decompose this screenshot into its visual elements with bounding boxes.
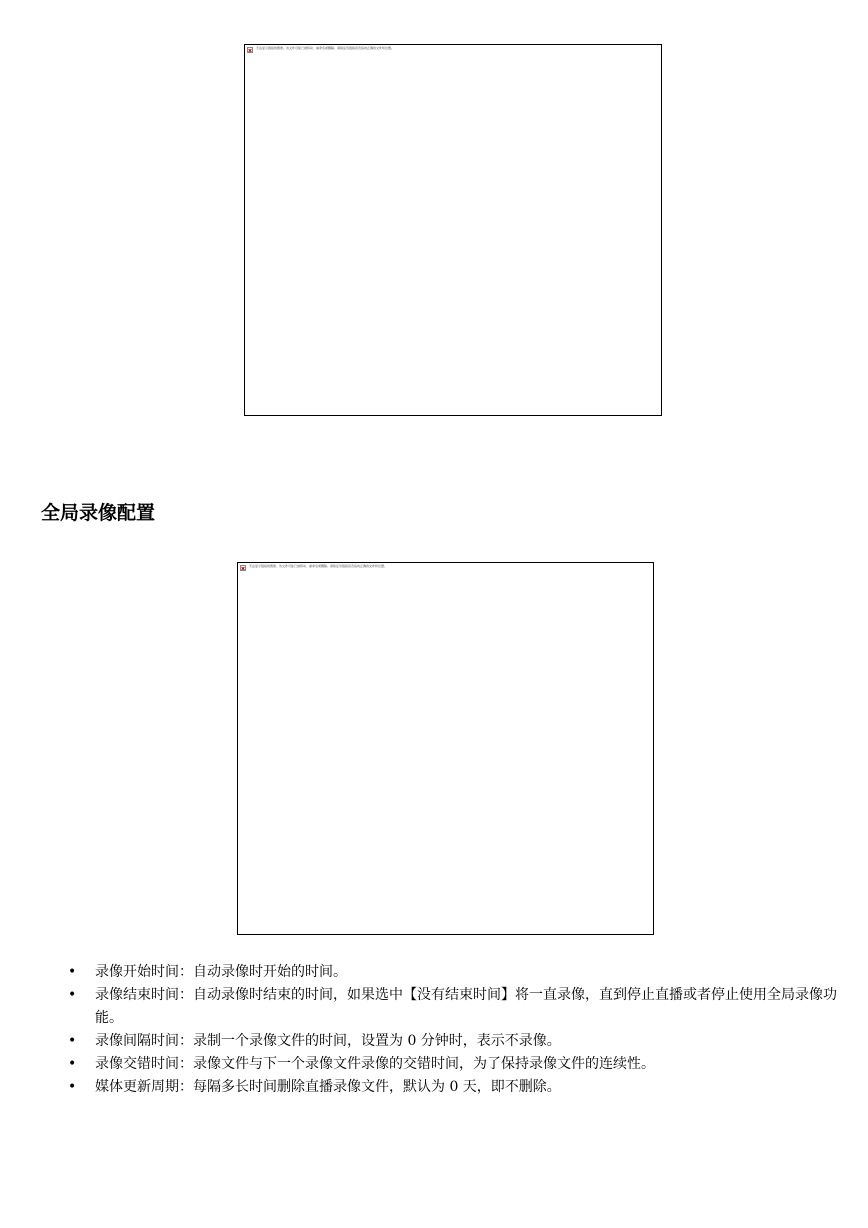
broken-image-top (244, 44, 662, 416)
section-title: 全局录像配置 (41, 502, 156, 524)
list-item (0, 1030, 868, 1053)
list-item-text: 媒体更新周期：每隔多长时间删除直播录像文件，默认为 0 天，即不删除。 (95, 1079, 561, 1095)
config-description-list (0, 961, 868, 1099)
list-item-text: 录像结束时间：自动录像时结束的时间，如果选中【没有结束时间】将一直录像，直到停止直播或者停止使用全局录像功能。 (95, 987, 837, 1026)
bullet-icon: • (68, 1056, 77, 1072)
bullet-icon: • (68, 964, 77, 980)
list-item-text: 录像交错时间：录像文件与下一个录像文件录像的交错时间，为了保持录像文件的连续性。 (95, 1056, 655, 1072)
list-item (0, 1076, 868, 1099)
list-item-text: 录像开始时间：自动录像时开始的时间。 (95, 964, 347, 980)
bullet-icon: • (68, 1033, 77, 1049)
bullet-icon: • (68, 1079, 77, 1095)
list-item-text: 录像间隔时间：录制一个录像文件的时间，设置为 0 分钟时，表示不录像。 (95, 1033, 561, 1049)
broken-image-message: 无法显示链接的图像。该文件可能已被移动、重命名或删除。请验证该链接是否指向正确的文件和位置。 (256, 46, 395, 50)
list-item (0, 961, 868, 984)
broken-image-bottom (237, 562, 654, 935)
list-item (0, 1053, 868, 1076)
bullet-icon: • (68, 987, 77, 1003)
broken-image-icon (247, 47, 253, 53)
broken-image-icon (240, 565, 246, 571)
broken-image-message: 无法显示链接的图像。该文件可能已被移动、重命名或删除。请验证该链接是否指向正确的文件和位置。 (249, 564, 388, 568)
list-item (0, 984, 868, 1030)
